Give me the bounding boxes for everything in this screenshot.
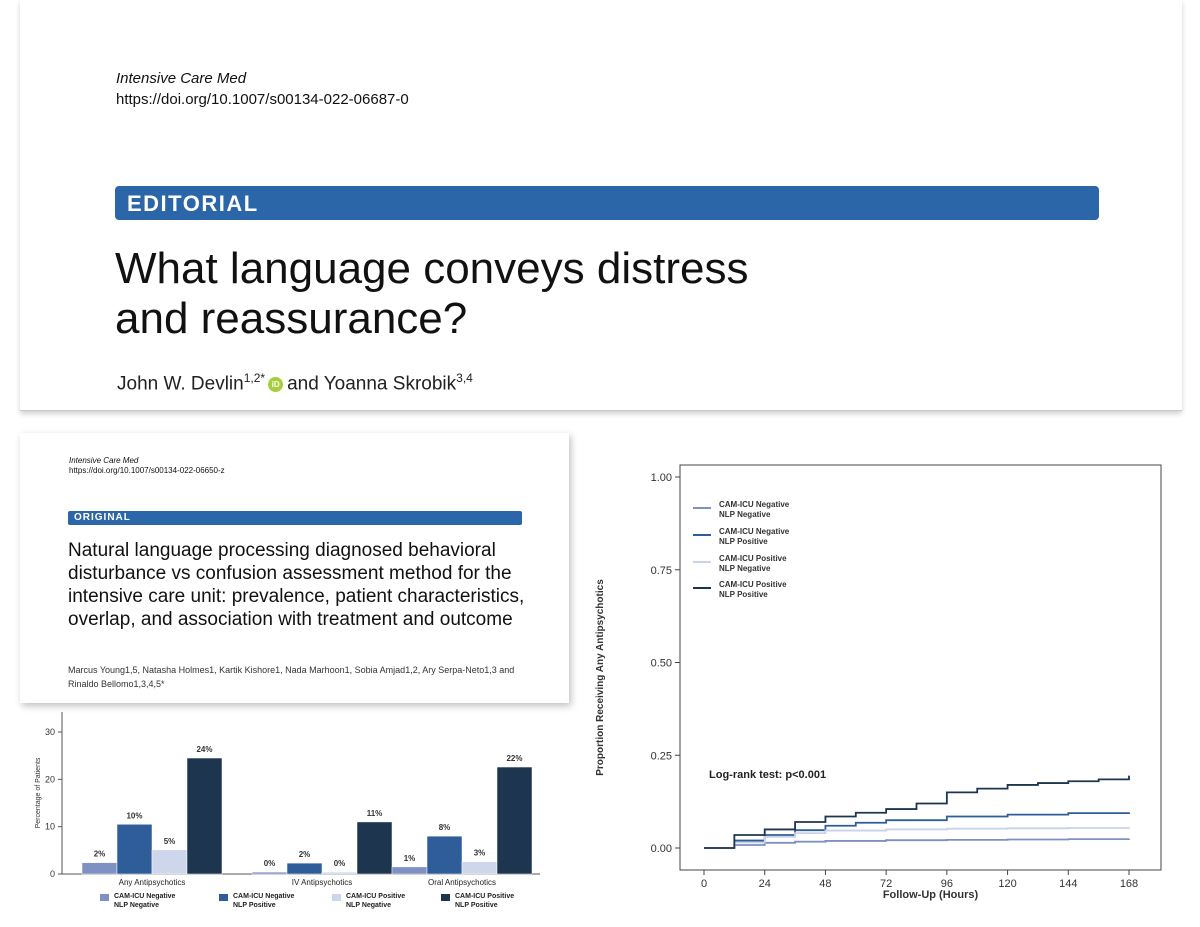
section-banner	[68, 511, 522, 525]
x-tick-label: 96	[940, 878, 953, 890]
doi-link[interactable]: https://doi.org/10.1007/s00134-022-06687-0	[116, 91, 409, 108]
bar-value-label: 10%	[126, 811, 143, 821]
bar-value-label: 8%	[438, 823, 451, 833]
y-tick-label: 0.00	[650, 843, 672, 855]
x-tick-label: 120	[998, 878, 1017, 890]
bar	[82, 863, 117, 874]
bar-value-label: 5%	[163, 836, 176, 846]
author-affiliation: 3,4	[456, 371, 473, 385]
y-tick-label: 30	[44, 727, 55, 737]
legend-label: NLP Negative	[719, 564, 771, 573]
bar	[187, 758, 222, 874]
journal-name: Intensive Care Med	[69, 456, 139, 465]
legend-swatch	[100, 894, 109, 901]
y-tick-label: 0.75	[650, 564, 672, 577]
bar	[497, 767, 532, 874]
bar-value-label: 0%	[333, 859, 346, 869]
bar-value-label: 0%	[263, 859, 276, 869]
legend-label-line: CAM-ICU Positive	[346, 893, 406, 900]
x-tick-label: 0	[700, 878, 708, 890]
legend-label: NLP Positive	[719, 590, 768, 599]
y-tick-label: 0.50	[650, 657, 672, 670]
category-label: Oral Antipsychotics	[427, 878, 497, 887]
author-list	[117, 371, 473, 395]
bar	[322, 872, 357, 874]
author-name: John W. Devlin	[117, 373, 244, 395]
legend-label	[233, 892, 294, 910]
y-tick-label: 10	[44, 821, 55, 832]
category-label: Any Antipsychotics	[118, 878, 186, 887]
legend-label-line: CAM-ICU Negative	[233, 893, 295, 900]
bar-value-label: 22%	[506, 754, 523, 764]
x-tick-label: 72	[880, 878, 893, 890]
y-tick-label: 0.25	[650, 750, 672, 763]
legend-swatch	[219, 894, 228, 901]
bar	[117, 824, 152, 874]
orcid-icon[interactable]: iD	[268, 377, 283, 392]
author-affiliation: 1,2*	[243, 371, 266, 385]
legend-label-line: CAM-ICU Negative	[114, 893, 176, 900]
author-list: Marcus Young1,5, Natasha Holmes1, Kartik Kishore1, Nada Marhoon1, Sobia Amjad1,2, Ary Serpa-Neto1,3 and Rinaldo Bellomo1,3,4,5*	[68, 665, 515, 689]
bar	[462, 862, 497, 874]
x-tick-label: 24	[758, 878, 771, 890]
legend-label-line: CAM-ICU Positive	[455, 893, 515, 900]
author-name: and Yoanna Skrobik	[287, 373, 457, 395]
legend-label-line: NLP Negative	[114, 902, 159, 909]
bar-value-label: 11%	[366, 808, 383, 818]
x-tick-label: 144	[1059, 878, 1078, 890]
bar	[252, 872, 287, 874]
legend-label: CAM-ICU Negative	[719, 527, 790, 536]
section-label: ORIGINAL	[74, 512, 131, 523]
bar-value-label: 2%	[298, 850, 311, 860]
x-tick-label: 48	[819, 878, 832, 890]
bar-value-label: 3%	[473, 848, 486, 858]
logrank-annotation: Log-rank test: p<0.001	[709, 769, 827, 781]
original-article-card	[20, 433, 569, 703]
doi-link[interactable]: https://doi.org/10.1007/s00134-022-06650-z	[69, 466, 225, 475]
y-tick-label: 0	[49, 869, 55, 879]
legend-swatch	[441, 894, 450, 901]
editorial-card	[20, 0, 1182, 411]
title-line-2: and reassurance?	[115, 294, 468, 343]
legend-label	[455, 892, 514, 910]
section-label: EDITORIAL	[127, 191, 259, 216]
y-axis-label: Proportion Receiving Any Antipsychotics	[595, 579, 606, 776]
bar-chart-legend	[100, 892, 540, 922]
legend-label	[114, 892, 175, 910]
y-tick-label: 20	[44, 774, 55, 785]
category-label: IV Antipsychotics	[291, 878, 353, 887]
legend-label: CAM-ICU Negative	[719, 500, 790, 509]
bar	[152, 850, 187, 874]
legend-label-line: NLP Negative	[346, 902, 391, 909]
legend-label: CAM-ICU Positive	[719, 554, 787, 563]
bar	[357, 822, 392, 874]
bar-value-label: 24%	[196, 745, 213, 755]
legend-label-line: NLP Positive	[455, 902, 498, 909]
survival-curve	[704, 839, 1129, 848]
plot-frame	[680, 465, 1161, 870]
section-banner	[115, 186, 1099, 220]
bar	[287, 863, 322, 874]
bar	[392, 867, 427, 874]
survival-curve	[704, 828, 1129, 848]
article-title: Natural language processing diagnosed behavioral disturbance vs confusion assessment method for the intensive care unit: prevalence, patient characteristics, overlap, and association with treatment and outcome	[68, 540, 525, 630]
cumulative-incidence-chart	[583, 440, 1183, 910]
legend-label: NLP Negative	[719, 510, 771, 519]
legend-label: CAM-ICU Positive	[719, 580, 787, 589]
bar-chart	[20, 705, 560, 891]
y-axis-label: Percentage of Patients	[35, 757, 42, 829]
journal-name: Intensive Care Med	[116, 70, 247, 87]
x-tick-label: 168	[1119, 878, 1139, 890]
x-axis-label: Follow-Up (Hours)	[882, 889, 979, 901]
legend-label-line: NLP Positive	[233, 902, 276, 909]
article-title	[115, 244, 875, 344]
y-tick-label: 1.00	[650, 472, 672, 484]
legend-label	[346, 892, 405, 910]
bar-value-label: 2%	[93, 849, 106, 859]
bar	[427, 836, 462, 874]
bar-value-label: 1%	[403, 853, 416, 863]
legend-swatch	[332, 894, 341, 901]
legend-label: NLP Positive	[719, 537, 768, 546]
title-line-1: What language conveys distress	[115, 244, 749, 293]
